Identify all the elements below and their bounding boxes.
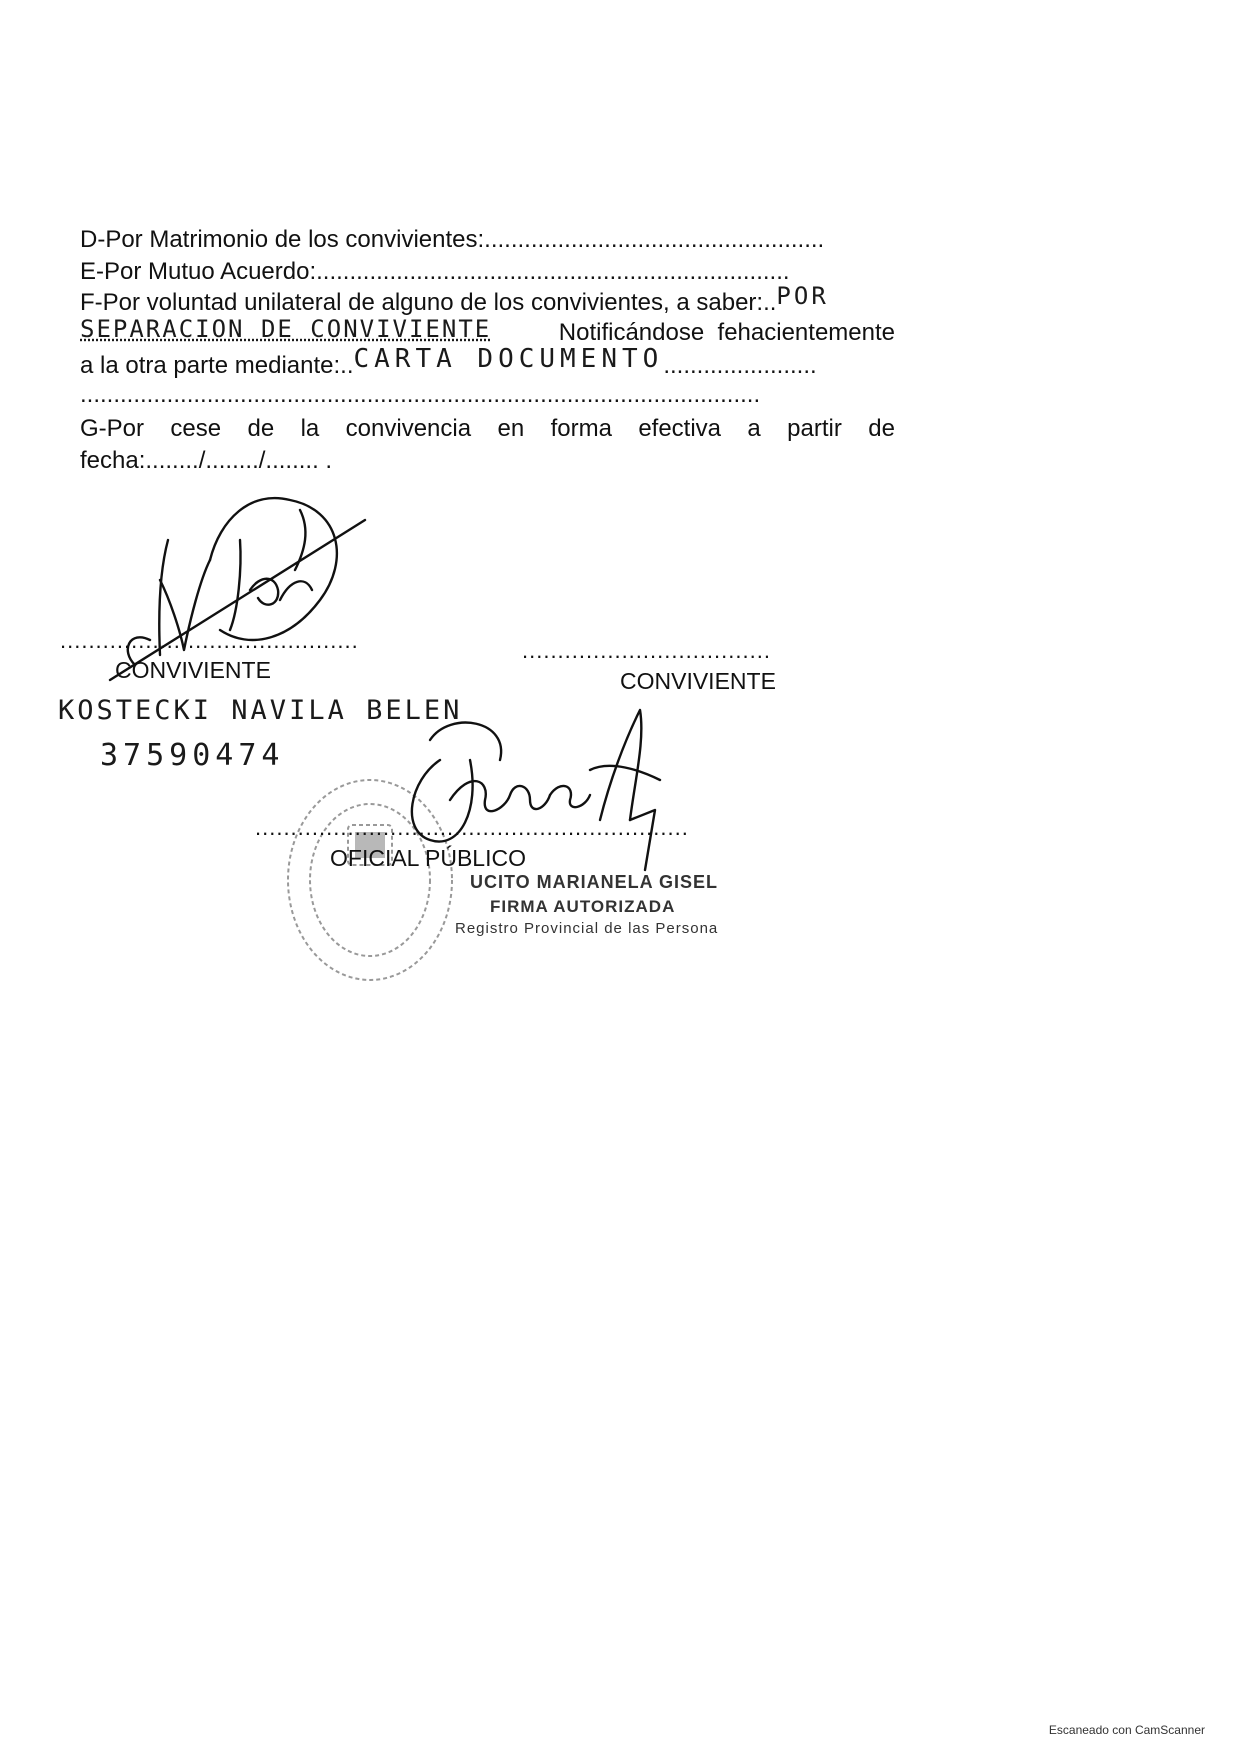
stamp-officer-name: UCITO MARIANELA GISEL — [470, 872, 719, 892]
clause-d-dots: ................................................... — [484, 226, 825, 253]
clause-g-word: en — [497, 415, 525, 442]
clause-e-label: E-Por Mutuo Acuerdo: — [80, 258, 317, 285]
clause-f-medium — [80, 344, 895, 381]
clause-g-word: la — [300, 415, 320, 442]
clause-f-medium-label: a la otra parte mediante: — [80, 352, 341, 379]
clause-d-label: D-Por Matrimonio de los convivientes: — [80, 226, 485, 253]
blank-dotted-line: ...................................................................................................... — [80, 381, 761, 408]
conviviente-left-name: KOSTECKI NAVILA BELEN — [58, 695, 463, 726]
conviviente-right-signature-line: ................................... — [522, 638, 771, 663]
clause-g-word: de — [868, 415, 895, 442]
clause-g-word: efectiva — [638, 415, 722, 442]
clause-g-word: convivencia — [345, 415, 472, 442]
clause-g-word: a — [747, 415, 761, 442]
conviviente-right-label: CONVIVIENTE — [620, 668, 776, 694]
clause-d — [80, 225, 895, 255]
clause-f-dots: .. — [763, 289, 777, 316]
clause-g — [80, 414, 895, 444]
clause-g-date: fecha:......../......../........ . — [80, 447, 333, 474]
stamp-authorized-signature: FIRMA AUTORIZADA — [490, 897, 676, 916]
clause-f-notification-text: Notificándose fehacientemente — [558, 319, 895, 346]
clause-g-word: G-Por — [80, 415, 145, 442]
conviviente-left-dni: 37590474 — [100, 738, 285, 773]
conviviente-left-signature-line: .......................................... — [60, 628, 359, 653]
clause-f-handwritten-medium: CARTA DOCUMENTO — [353, 344, 664, 374]
conviviente-left-label: CONVIVIENTE — [115, 657, 271, 683]
clause-g-word: de — [247, 415, 275, 442]
clause-g-word: cese — [170, 415, 222, 442]
clause-f-label: F-Por voluntad unilateral de alguno de los convivientes, a saber: — [80, 289, 764, 316]
clause-f-handwritten-por: POR — [776, 282, 829, 310]
clause-f-handwritten-reason: SEPARACION DE CONVIVIENTE — [80, 315, 492, 343]
clause-e-dots: ....................................................................... — [316, 258, 790, 285]
oficial-publico-signature-line: ............................................................. — [255, 815, 689, 840]
clause-f-medium-dots: .. — [340, 352, 354, 379]
stamp-registry-name: Registro Provincial de las Persona — [455, 920, 719, 937]
clause-g-word: forma — [550, 415, 612, 442]
oficial-publico-label: OFICIAL PÚBLICO — [330, 845, 526, 871]
scanner-footer: Escaneado con CamScanner — [1048, 1723, 1205, 1737]
clause-e — [80, 257, 895, 287]
clause-g-word: partir — [787, 415, 842, 442]
clause-f-medium-tail: ....................... — [663, 352, 817, 379]
